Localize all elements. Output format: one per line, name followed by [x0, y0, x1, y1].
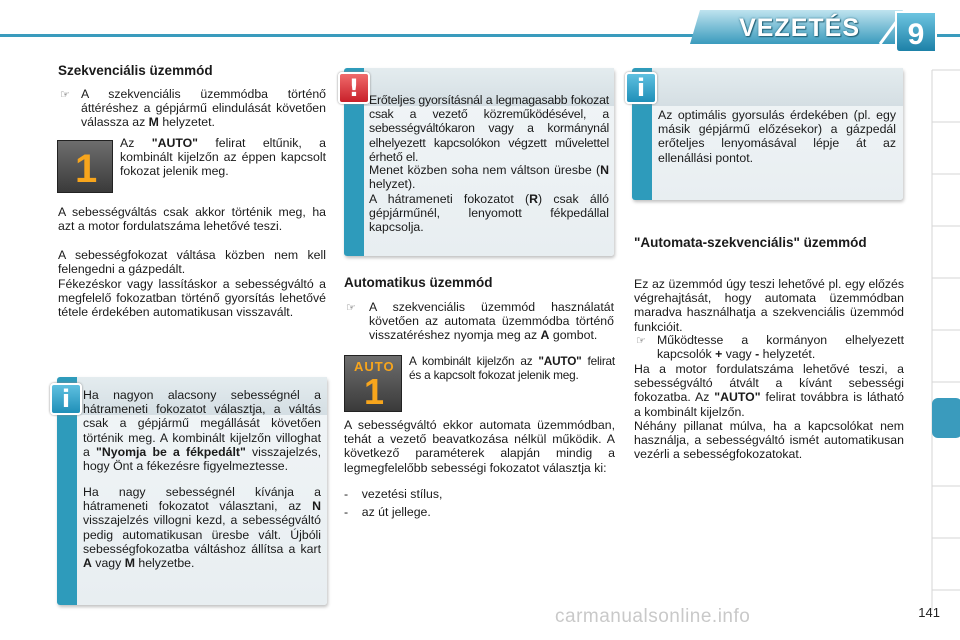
- bullet-arrow-icon: ☞: [636, 335, 646, 347]
- sequential-display-text: Az "AUTO" felirat eltűnik, a kombinált kijelzőn az éppen kapcsolt fokozat jelenik meg.: [120, 136, 326, 179]
- auto-sequential-bullet: Működtesse a kormányon elhelyezett kapcsolók + vagy - helyzetét.: [657, 333, 904, 362]
- heading-auto-sequential-mode: "Automata-szekvenciális" üzemmód: [634, 235, 867, 250]
- sequential-para-2: A sebességfokozat váltása közben nem kell felengedni a gázpedált.: [58, 248, 326, 277]
- info-reverse-p1: Ha nagyon alacsony sebességnél a hátrameneti fokozatot választja, a váltás csak a gépjármű megállását követően történik meg. A kombinált kijelzőn villoghat a "Nyomja be a fékpedált" visszajelzés, hogy Önt a fékezésre figyelmeztesse.: [83, 388, 321, 474]
- auto-gear-display-image: AUTO 1: [344, 355, 402, 412]
- page-number: 141: [918, 605, 940, 620]
- sequential-para-1: A sebességváltás csak akkor történik meg, ha azt a motor fordulatszáma lehetővé teszi.: [58, 205, 326, 234]
- chapter-title: VEZETÉS: [739, 14, 860, 42]
- automatic-list-item-1: - vezetési stílus,: [344, 487, 443, 501]
- automatic-list-item-2: - az út jellege.: [344, 505, 431, 519]
- warning-exclamation-icon: !: [338, 72, 370, 104]
- bullet-arrow-icon: ☞: [346, 302, 356, 314]
- chapter-tabs: [920, 60, 960, 620]
- auto-sequential-para-2: Ha a motor fordulatszáma lehetővé teszi, a sebességváltó átvált a kívánt sebességi fokozatba. Az "AUTO" felirat továbbra is látható a kombinált kijelzőn.: [634, 362, 904, 419]
- chapter-number-badge: [892, 10, 938, 54]
- gear-display-image: 1: [57, 140, 113, 193]
- info-icon: i: [625, 72, 657, 104]
- info-reverse-p2: Ha nagy sebességnél kívánja a hátrameneti fokozatot választani, az N visszajelzés villogni kezd, a sebességváltó pedig automatikusan üresbe vált. Újbóli sebességfokozatba váltáshoz állítsa a kart A vagy M helyzetbe.: [83, 485, 321, 571]
- automatic-intro: A szekvenciális üzemmód használatát követően az automata üzemmódba történő visszatéréshez nyomja meg az A gombot.: [369, 300, 614, 343]
- bullet-arrow-icon: ☞: [60, 89, 70, 101]
- warning-p3: A hátrameneti fokozatot (R) csak álló gépjárműnél, lenyomott fékpedállal kapcsolja.: [369, 192, 609, 235]
- auto-sequential-para-3: Néhány pillanat múlva, ha a kapcsolókat nem használja, a sebességváltó ismét automatikusan vezérli a sebességfokozatokat.: [634, 419, 904, 462]
- info-kickdown-text: Az optimális gyorsulás érdekében (pl. egy másik gépjármű előzésekor) a gázpedál erőteljes lenyomásával lépje át az ellenállási pontot.: [658, 108, 896, 165]
- automatic-para-1: A sebességváltó ekkor automata üzemmódban, tehát a vezető beavatkozása nélkül működik. A következő paraméterek alapján mindig a legmegfelelőbb sebességi fokozatot választja ki:: [344, 418, 615, 475]
- heading-sequential-mode: Szekvenciális üzemmód: [58, 63, 213, 78]
- heading-automatic-mode: Automatikus üzemmód: [344, 275, 493, 290]
- sequential-intro: A szekvenciális üzemmódba történő áttéréshez a gépjármű elindulását követően válassza az M helyzetet.: [81, 87, 326, 130]
- info-icon: i: [50, 383, 82, 415]
- sequential-para-3: Fékezéskor vagy lassításkor a sebességváltó a megfelelő fokozatban történő gyorsítás lehetővé tétele érdekében automatikusan visszavált.: [58, 277, 326, 320]
- warning-p1: Erőteljes gyorsításnál a legmagasabb fokozat csak a vezető közreműködésével, a sebességváltókaron vagy a kormánynál elhelyezett kapcsolókon végzett művelettel érhető el.: [369, 93, 609, 164]
- automatic-display-text: A kombinált kijelzőn az "AUTO" felirat és a kapcsolt fokozat jelenik meg.: [409, 354, 615, 383]
- watermark: carmanualsonline.info: [555, 606, 751, 627]
- chapter-number: 9: [907, 18, 925, 51]
- warning-p2: Menet közben soha nem váltson üresbe (N helyzet).: [369, 163, 609, 192]
- auto-sequential-para-1: Ez az üzemmód úgy teszi lehetővé pl. egy előzés végrehajtását, hogy automata üzemmódban maradva használhatja a szekvenciális üzemmód funkcióit.: [634, 277, 904, 334]
